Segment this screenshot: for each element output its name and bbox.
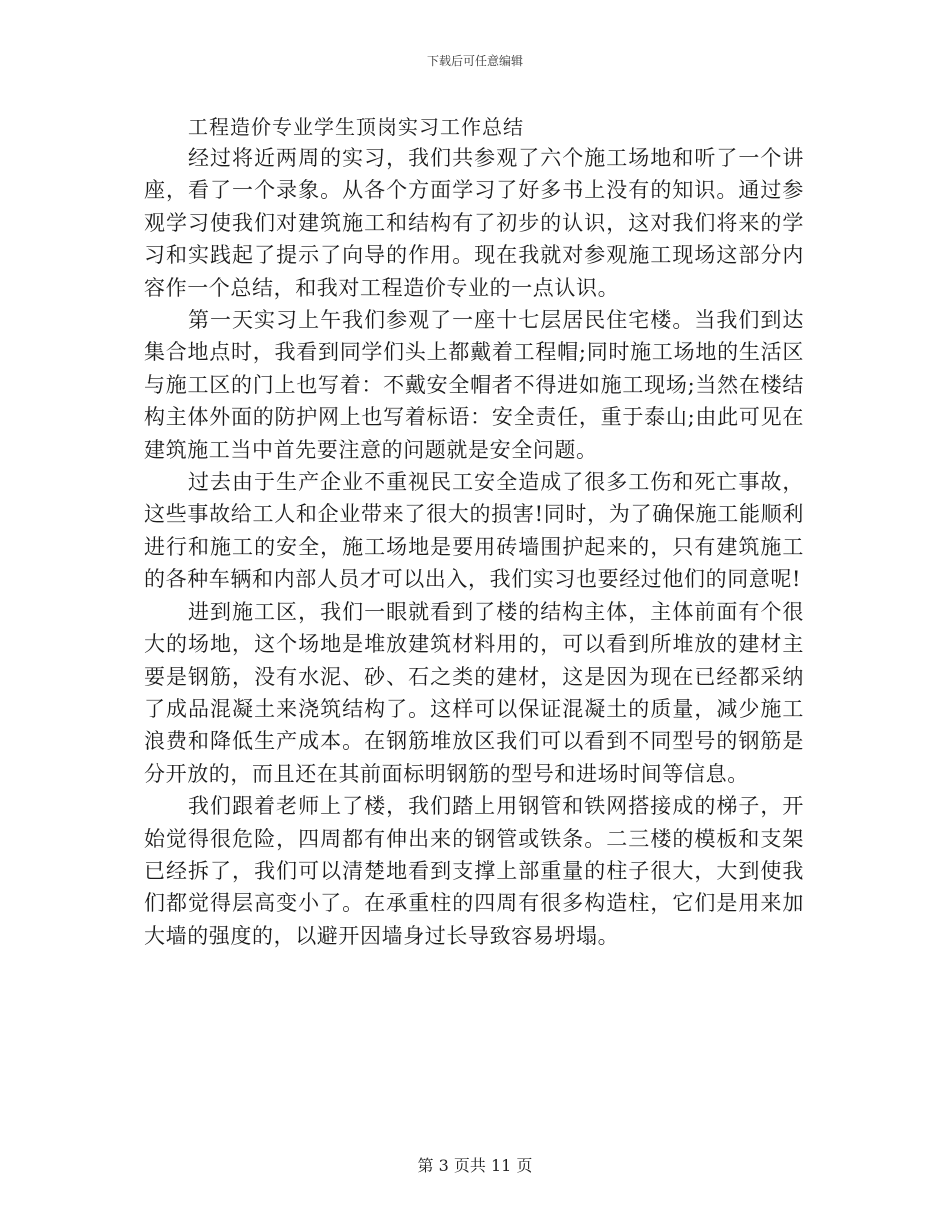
paragraph-3: 过去由于生产企业不重视民工安全造成了很多工伤和死亡事故，这些事故给工人和企业带来了很大的损害!同时，为了确保施工能顺利进行和施工的安全，施工场地是要用砖墙围护起来的，只有建筑施工的各种车辆和内部人员才可以出入，我们实习也要经过他们的同意呢!: [144, 470, 804, 592]
page-number: 第 3 页共 11 页: [417, 1156, 533, 1175]
document-body: [144, 112, 804, 952]
paragraph-2: 第一天实习上午我们参观了一座十七层居民住宅楼。当我们到达集合地点时，我看到同学们头上都戴着工程帽;同时施工场地的生活区与施工区的门上也写着：不戴安全帽者不得进如施工现场;当然在楼结构主体外面的防护网上也写着标语：安全责任，重于泰山;由此可见在建筑施工当中首先要注意的问题就是安全问题。: [144, 308, 804, 462]
paragraph-5: 我们跟着老师上了楼，我们踏上用钢管和铁网搭接成的梯子，开始觉得很危险，四周都有伸出来的钢管或铁条。二三楼的模板和支架已经拆了，我们可以清楚地看到支撑上部重量的柱子很大，大到使我们都觉得层高变小了。在承重柱的四周有很多构造柱，它们是用来加大墙的强度的，以避开因墙身过长导致容易坍塌。: [144, 794, 804, 948]
paragraph-4: 进到施工区，我们一眼就看到了楼的结构主体，主体前面有个很大的场地，这个场地是堆放建筑材料用的，可以看到所堆放的建材主要是钢筋，没有水泥、砂、石之类的建材，这是因为现在已经都采纳了成品混凝土来浇筑结构了。这样可以保证混凝土的质量，减少施工浪费和降低生产成本。在钢筋堆放区我们可以看到不同型号的钢筋是分开放的，而且还在其前面标明钢筋的型号和进场时间等信息。: [144, 599, 804, 786]
document-title: 工程造价专业学生顶岗实习工作总结: [188, 115, 524, 139]
paragraph-1: 经过将近两周的实习，我们共参观了六个施工场地和听了一个讲座，看了一个录象。从各个方面学习了好多书上没有的知识。通过参观学习使我们对建筑施工和结构有了初步的认识，这对我们将来的学习和实践起了提示了向导的作用。现在我就对参观施工现场这部分内容作一个总结，和我对工程造价专业的一点认识。: [144, 146, 804, 300]
page-header-note: 下载后可任意编辑: [426, 54, 523, 68]
